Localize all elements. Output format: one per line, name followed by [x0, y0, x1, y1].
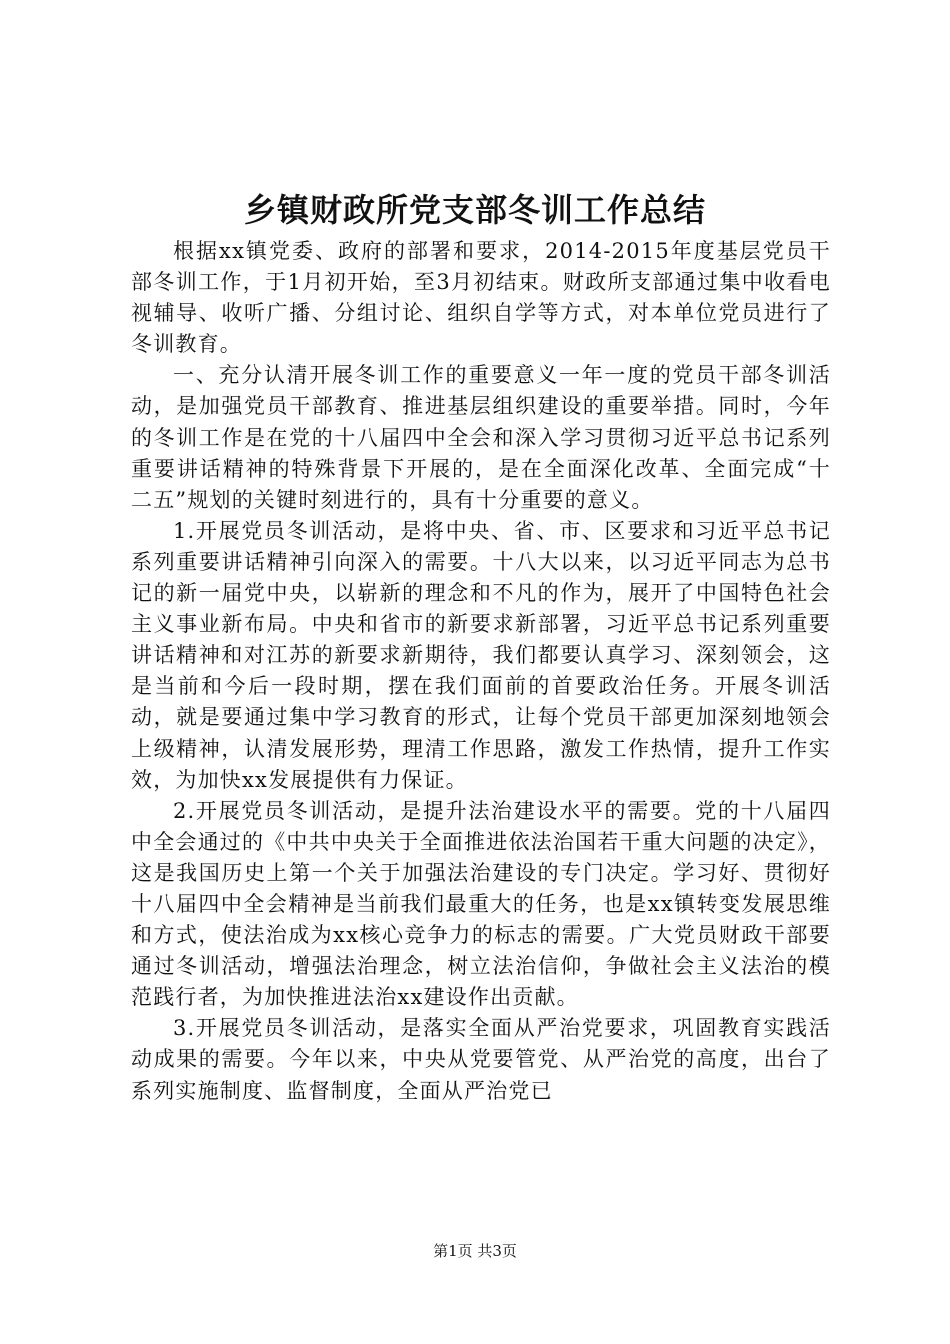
paragraph-intro: 根据xx镇党委、政府的部署和要求，2014-2015年度基层党员干部冬训工作，于1月初开始，至3月初结束。财政所支部通过集中收看电视辅导、收听广播、分组讨论、组织自学等方式，对本单位党员进行了冬训教育。: [131, 239, 831, 357]
page-number-footer: 第1页 共3页: [433, 1242, 517, 1260]
document-body: [131, 236, 831, 1107]
paragraph-section-one: 一、充分认清开展冬训工作的重要意义一年一度的党员干部冬训活动，是加强党员干部教育、推进基层组织建设的重要举措。同时，今年的冬训工作是在党的十八届四中全会和深入学习贯彻习近平总书记系列重要讲话精神的特殊背景下开展的，是在全面深化改革、全面完成“十二五”规划的关键时刻进行的，具有十分重要的意义。: [131, 363, 831, 512]
paragraph-point-2: 2.开展党员冬训活动，是提升法治建设水平的需要。党的十八届四中全会通过的《中共中央关于全面推进依法治国若干重大问题的决定》，这是我国历史上第一个关于加强法治建设的专门决定。学习好、贯彻好十八届四中全会精神是当前我们最重大的任务，也是xx镇转变发展思维和方式，使法治成为xx核心竞争力的标志的需要。广大党员财政干部要通过冬训活动，增强法治理念，树立法治信仰，争做社会主义法治的模范践行者，为加快推进法治xx建设作出贡献。: [131, 798, 831, 1010]
paragraph-point-1: 1.开展党员冬训活动，是将中央、省、市、区要求和习近平总书记系列重要讲话精神引向深入的需要。十八大以来，以习近平同志为总书记的新一届党中央，以崭新的理念和不凡的作为，展开了中国特色社会主义事业新布局。中央和省市的新要求新部署，习近平总书记系列重要讲话精神和对江苏的新要求新期待，我们都要认真学习、深刻领会，这是当前和今后一段时期，摆在我们面前的首要政治任务。开展冬训活动，就是要通过集中学习教育的形式，让每个党员干部更加深刻地领会上级精神，认清发展形势，理清工作思路，激发工作热情，提升工作实效，为加快xx发展提供有力保证。: [131, 518, 831, 792]
paragraph-point-3: 3.开展党员冬训活动，是落实全面从严治党要求，巩固教育实践活动成果的需要。今年以来，中央从党要管党、从严治党的高度，出台了系列实施制度、监督制度，全面从严治党已: [131, 1016, 831, 1103]
document-title: 乡镇财政所党支部冬训工作总结: [243, 191, 706, 229]
